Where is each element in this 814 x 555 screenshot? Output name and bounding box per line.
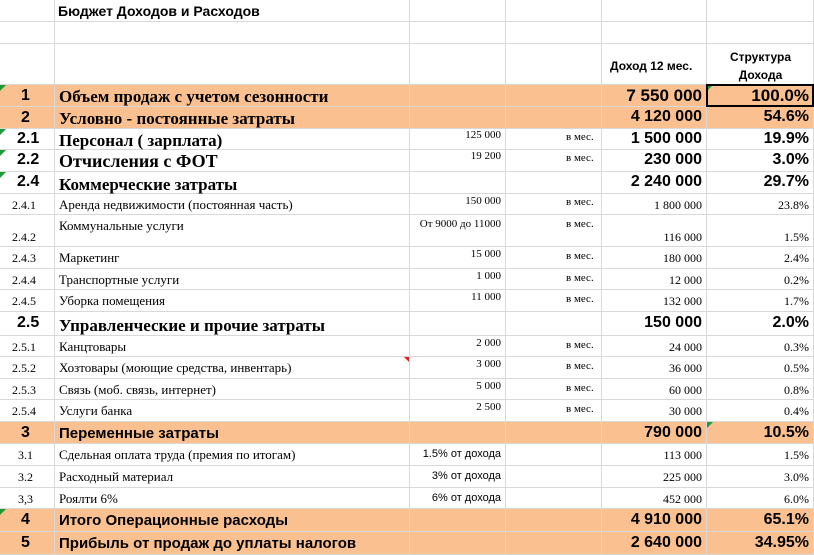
unit-cell[interactable] <box>506 194 602 215</box>
income-value: 116 000 <box>663 230 702 244</box>
monthly-cell[interactable] <box>410 357 506 379</box>
row-code: 3,3 <box>18 492 33 506</box>
sheet-row-2-5-3 <box>0 379 814 400</box>
unit-label: в мес. <box>566 382 594 394</box>
code-cell[interactable] <box>0 107 55 129</box>
monthly-value: 11 000 <box>471 291 501 303</box>
unit-label: в мес. <box>566 131 594 143</box>
label-cell[interactable] <box>55 247 410 269</box>
share-value: 3.0% <box>772 151 809 168</box>
income-cell[interactable] <box>602 129 707 150</box>
cell[interactable] <box>506 532 602 555</box>
sheet-row-3-1 <box>0 444 814 466</box>
income-cell[interactable] <box>602 85 707 107</box>
monthly-value: 19 200 <box>470 150 501 162</box>
unit-label: в мес. <box>566 250 594 262</box>
cell[interactable] <box>506 488 602 509</box>
income-cell[interactable] <box>602 422 707 444</box>
income-value: 225 000 <box>663 470 702 484</box>
cell[interactable] <box>55 0 410 22</box>
cell[interactable] <box>410 107 506 129</box>
cell[interactable] <box>410 172 506 194</box>
code-cell[interactable] <box>0 444 55 466</box>
code-cell[interactable] <box>0 466 55 488</box>
sheet-row-title <box>0 0 814 22</box>
cell[interactable] <box>707 22 814 44</box>
income-value: 790 000 <box>644 424 702 441</box>
code-cell[interactable] <box>0 509 55 532</box>
header-income-cell[interactable] <box>602 44 707 85</box>
share-value: 29.7% <box>763 173 809 190</box>
sheet-row-header <box>0 44 814 85</box>
code-cell[interactable] <box>0 357 55 379</box>
monthly-cell[interactable] <box>410 269 506 290</box>
basis-cell[interactable] <box>410 488 506 509</box>
error-marker-icon <box>0 509 6 515</box>
error-marker-icon <box>0 150 6 156</box>
row-code: 5 <box>21 534 30 551</box>
cell[interactable] <box>410 422 506 444</box>
label-cell[interactable] <box>55 85 410 107</box>
basis-value: 6% от дохода <box>431 492 501 504</box>
share-cell[interactable] <box>707 172 814 194</box>
unit-cell[interactable] <box>506 357 602 379</box>
income-cell[interactable] <box>602 379 707 400</box>
monthly-cell[interactable] <box>410 247 506 269</box>
row-label: Расходный материал <box>59 469 174 484</box>
cell[interactable] <box>0 44 55 85</box>
share-cell[interactable] <box>707 422 814 444</box>
income-value: 12 000 <box>669 273 702 287</box>
label-cell[interactable] <box>55 509 410 532</box>
label-cell[interactable] <box>55 379 410 400</box>
label-cell[interactable] <box>55 336 410 357</box>
label-cell[interactable] <box>55 466 410 488</box>
sheet-row-4 <box>0 509 814 532</box>
label-cell[interactable] <box>55 422 410 444</box>
row-label: Роялти 6% <box>59 491 118 506</box>
unit-cell[interactable] <box>506 129 602 150</box>
label-cell[interactable] <box>55 269 410 290</box>
error-marker-icon <box>0 172 6 178</box>
row-code: 2.4.3 <box>12 251 36 265</box>
cell[interactable] <box>410 44 506 85</box>
share-value: 0.8% <box>784 383 809 397</box>
row-code: 2.4.2 <box>12 230 36 244</box>
income-value: 150 000 <box>644 314 702 331</box>
cell[interactable] <box>410 85 506 107</box>
share-cell[interactable] <box>707 357 814 379</box>
share-value: 100.0% <box>751 86 809 105</box>
code-cell[interactable] <box>0 290 55 312</box>
share-value: 65.1% <box>763 511 809 528</box>
row-code: 2.5 <box>17 314 40 331</box>
income-cell[interactable] <box>602 336 707 357</box>
share-value: 23.8% <box>778 198 809 212</box>
share-value: 0.3% <box>784 340 809 354</box>
income-value: 113 000 <box>663 448 702 462</box>
row-code: 3.2 <box>18 470 33 484</box>
share-cell[interactable] <box>707 215 814 247</box>
income-cell[interactable] <box>602 444 707 466</box>
row-code: 3.1 <box>18 448 33 462</box>
cell[interactable] <box>55 22 410 44</box>
row-code: 2.4 <box>17 173 40 190</box>
sheet-row-3 <box>0 422 814 444</box>
row-label: Отчисления с ФОТ <box>59 151 218 171</box>
monthly-cell[interactable] <box>410 379 506 400</box>
row-label: Объем продаж с учетом сезонности <box>59 87 329 106</box>
share-cell[interactable] <box>707 312 814 336</box>
row-label: Коммунальные услуги <box>59 218 184 233</box>
income-cell[interactable] <box>602 194 707 215</box>
income-value: 7 550 000 <box>626 86 702 105</box>
income-cell[interactable] <box>602 172 707 194</box>
cell[interactable] <box>506 44 602 85</box>
monthly-cell[interactable] <box>410 215 506 247</box>
cell[interactable] <box>506 85 602 107</box>
basis-cell[interactable] <box>410 466 506 488</box>
share-cell[interactable] <box>707 400 814 422</box>
row-label: Управленческие и прочие затраты <box>59 316 326 335</box>
row-label: Персонал ( зарплата) <box>59 131 223 150</box>
share-value: 1.5% <box>784 448 809 462</box>
code-cell[interactable] <box>0 379 55 400</box>
share-value: 2.0% <box>772 314 809 331</box>
sheet-row-3-2 <box>0 466 814 488</box>
share-cell[interactable] <box>707 247 814 269</box>
cell[interactable] <box>410 509 506 532</box>
monthly-cell[interactable] <box>410 129 506 150</box>
basis-value: 3% от дохода <box>431 470 501 482</box>
unit-label: в мес. <box>566 272 594 284</box>
share-cell[interactable] <box>707 290 814 312</box>
share-value: 6.0% <box>784 492 809 506</box>
row-code: 2.4.4 <box>12 273 36 287</box>
row-label: Услуги банка <box>59 403 133 418</box>
row-label: Прибыль от продаж до уплаты налогов <box>59 535 357 552</box>
income-value: 4 910 000 <box>630 511 702 528</box>
sheet-row-5 <box>0 532 814 555</box>
share-value: 0.5% <box>784 361 809 375</box>
label-cell[interactable] <box>55 172 410 194</box>
monthly-cell[interactable] <box>410 150 506 172</box>
code-cell[interactable] <box>0 269 55 290</box>
row-code: 2.5.4 <box>12 404 36 418</box>
sheet-row-2-5-1 <box>0 336 814 357</box>
row-label: Итого Операционные расходы <box>59 512 289 529</box>
share-value: 0.4% <box>784 404 809 418</box>
cell[interactable] <box>506 422 602 444</box>
sheet-row-2-4-1 <box>0 194 814 215</box>
sheet-row-2-5-2 <box>0 357 814 379</box>
share-value: 1.7% <box>784 294 809 308</box>
comment-marker-icon <box>404 357 409 362</box>
label-cell[interactable] <box>55 400 410 422</box>
header-income: Доход 12 мес. <box>610 59 693 73</box>
income-value: 132 000 <box>663 294 702 308</box>
sheet-row-3-3 <box>0 488 814 509</box>
monthly-cell[interactable] <box>410 290 506 312</box>
share-cell[interactable] <box>707 532 814 555</box>
income-cell[interactable] <box>602 312 707 336</box>
code-cell[interactable] <box>0 194 55 215</box>
row-code: 2.5.3 <box>12 383 36 397</box>
cell[interactable] <box>707 0 814 22</box>
share-value: 1.5% <box>784 230 809 244</box>
income-cell[interactable] <box>602 107 707 129</box>
label-cell[interactable] <box>55 215 410 247</box>
row-label: Сдельная оплата труда (премия по итогам) <box>59 447 296 462</box>
monthly-value: 125 000 <box>465 129 501 141</box>
code-cell[interactable] <box>0 422 55 444</box>
income-value: 24 000 <box>669 340 702 354</box>
monthly-cell[interactable] <box>410 194 506 215</box>
label-cell[interactable] <box>55 488 410 509</box>
share-cell[interactable] <box>707 194 814 215</box>
sheet-row-2-1 <box>0 129 814 150</box>
row-code: 2 <box>21 109 30 126</box>
unit-label: в мес. <box>566 152 594 164</box>
income-cell[interactable] <box>602 509 707 532</box>
sheet-row-2-2 <box>0 150 814 172</box>
share-cell[interactable] <box>707 150 814 172</box>
sheet-row-1 <box>0 85 814 107</box>
income-cell[interactable] <box>602 269 707 290</box>
label-cell[interactable] <box>55 107 410 129</box>
row-label: Уборка помещения <box>59 293 166 308</box>
row-code: 2.4.1 <box>12 198 36 212</box>
income-value: 180 000 <box>663 251 702 265</box>
share-value: 19.9% <box>763 130 809 147</box>
cell[interactable] <box>0 0 55 22</box>
unit-cell[interactable] <box>506 247 602 269</box>
share-cell[interactable] <box>707 129 814 150</box>
share-cell[interactable] <box>707 107 814 129</box>
code-cell[interactable] <box>0 532 55 555</box>
share-value: 2.4% <box>784 251 809 265</box>
label-cell[interactable] <box>55 129 410 150</box>
unit-cell[interactable] <box>506 336 602 357</box>
sheet-row-2-5 <box>0 312 814 336</box>
row-label: Транспортные услуги <box>59 272 180 287</box>
sheet-row-2-4-3 <box>0 247 814 269</box>
income-cell[interactable] <box>602 488 707 509</box>
row-label: Связь (моб. связь, интернет) <box>59 382 216 397</box>
sheet-row-2-5-4 <box>0 400 814 422</box>
monthly-value: 2 000 <box>476 337 501 349</box>
row-label: Канцтовары <box>59 339 127 354</box>
monthly-value: 5 000 <box>476 380 501 392</box>
income-value: 36 000 <box>669 361 702 375</box>
share-cell[interactable] <box>707 336 814 357</box>
share-cell[interactable] <box>707 466 814 488</box>
unit-cell[interactable] <box>506 290 602 312</box>
share-value: 54.6% <box>763 108 809 125</box>
income-value: 2 240 000 <box>630 173 702 190</box>
row-code: 1 <box>21 87 30 104</box>
row-label: Коммерческие затраты <box>59 175 238 194</box>
code-cell[interactable] <box>0 215 55 247</box>
code-cell[interactable] <box>0 336 55 357</box>
sheet-row-empty <box>0 22 814 44</box>
sheet-title: Бюджет Доходов и Расходов <box>58 3 260 19</box>
basis-cell[interactable] <box>410 444 506 466</box>
monthly-value: 15 000 <box>470 248 501 260</box>
code-cell[interactable] <box>0 400 55 422</box>
unit-cell[interactable] <box>506 379 602 400</box>
code-cell[interactable] <box>0 488 55 509</box>
cell[interactable] <box>410 312 506 336</box>
sheet-row-2 <box>0 107 814 129</box>
cell[interactable] <box>0 22 55 44</box>
unit-cell[interactable] <box>506 150 602 172</box>
row-code: 2.5.2 <box>12 361 36 375</box>
unit-label: в мес. <box>566 403 594 415</box>
label-cell[interactable] <box>55 532 410 555</box>
share-value: 0.2% <box>784 273 809 287</box>
monthly-value: 1 000 <box>476 270 501 282</box>
row-label: Хозтовары (моющие средства, инвентарь) <box>59 360 292 375</box>
income-cell[interactable] <box>602 357 707 379</box>
monthly-cell[interactable] <box>410 336 506 357</box>
unit-label: в мес. <box>566 339 594 351</box>
error-marker-icon <box>0 129 6 135</box>
monthly-value: 2 500 <box>476 401 501 413</box>
unit-cell[interactable] <box>506 400 602 422</box>
share-value: 34.95% <box>754 534 809 551</box>
header-structure: Структура Дохода <box>729 50 792 82</box>
label-cell[interactable] <box>55 357 410 379</box>
unit-label: в мес. <box>566 293 594 305</box>
income-value: 4 120 000 <box>630 108 702 125</box>
income-cell[interactable] <box>602 400 707 422</box>
income-cell[interactable] <box>602 247 707 269</box>
share-value: 3.0% <box>784 470 809 484</box>
sheet-row-2-4-5 <box>0 290 814 312</box>
label-cell[interactable] <box>55 194 410 215</box>
cell[interactable] <box>506 172 602 194</box>
cell[interactable] <box>410 0 506 22</box>
selected-cell-outline <box>708 86 812 105</box>
row-code: 2.1 <box>17 130 40 147</box>
code-cell[interactable] <box>0 129 55 150</box>
row-code: 2.4.5 <box>12 294 36 308</box>
basis-value: 1.5% от дохода <box>422 448 501 460</box>
cell[interactable] <box>602 0 707 22</box>
cell[interactable] <box>602 22 707 44</box>
error-marker-icon <box>0 85 6 91</box>
share-cell[interactable] <box>707 379 814 400</box>
cell[interactable] <box>410 22 506 44</box>
label-cell[interactable] <box>55 290 410 312</box>
unit-label: в мес. <box>566 196 594 208</box>
income-value: 30 000 <box>669 404 702 418</box>
cell[interactable] <box>506 509 602 532</box>
label-cell[interactable] <box>55 150 410 172</box>
income-value: 1 800 000 <box>654 198 702 212</box>
error-marker-icon <box>707 422 713 428</box>
header-structure-cell[interactable] <box>707 44 814 85</box>
income-cell[interactable] <box>602 290 707 312</box>
income-value: 60 000 <box>669 383 702 397</box>
unit-label: в мес. <box>566 218 594 230</box>
sheet-row-2-4-4 <box>0 269 814 290</box>
row-label: Аренда недвижимости (постоянная часть) <box>59 197 293 212</box>
income-value: 452 000 <box>663 492 702 506</box>
cell[interactable] <box>506 22 602 44</box>
share-cell[interactable] <box>707 269 814 290</box>
cell[interactable] <box>506 466 602 488</box>
code-cell[interactable] <box>0 172 55 194</box>
code-cell[interactable] <box>0 150 55 172</box>
cell[interactable] <box>506 312 602 336</box>
income-cell[interactable] <box>602 215 707 247</box>
row-code: 2.5.1 <box>12 340 36 354</box>
monthly-value: От 9000 до 11000 <box>419 218 501 230</box>
label-cell[interactable] <box>55 312 410 336</box>
code-cell[interactable] <box>0 85 55 107</box>
cell[interactable] <box>410 532 506 555</box>
cell[interactable] <box>506 0 602 22</box>
monthly-cell[interactable] <box>410 400 506 422</box>
share-value: 10.5% <box>763 424 809 441</box>
cell[interactable] <box>506 444 602 466</box>
row-code: 2.2 <box>17 151 40 168</box>
row-label: Маркетинг <box>59 250 120 265</box>
income-cell[interactable] <box>602 532 707 555</box>
income-value: 1 500 000 <box>630 130 702 147</box>
sheet-row-2-4 <box>0 172 814 194</box>
income-cell[interactable] <box>602 466 707 488</box>
share-cell[interactable] <box>707 444 814 466</box>
monthly-value: 3 000 <box>476 358 501 370</box>
code-cell[interactable] <box>0 312 55 336</box>
unit-cell[interactable] <box>506 269 602 290</box>
row-label: Переменные затраты <box>59 425 219 442</box>
row-label: Условно - постоянные затраты <box>59 109 296 128</box>
sheet-row-2-4-2 <box>0 215 814 247</box>
cell[interactable] <box>506 107 602 129</box>
row-code: 3 <box>21 424 30 441</box>
code-cell[interactable] <box>0 247 55 269</box>
share-cell[interactable] <box>707 509 814 532</box>
unit-label: в мес. <box>566 360 594 372</box>
cell[interactable] <box>55 44 410 85</box>
income-cell[interactable] <box>602 150 707 172</box>
income-value: 230 000 <box>644 151 702 168</box>
monthly-value: 150 000 <box>465 195 501 207</box>
label-cell[interactable] <box>55 444 410 466</box>
share-cell[interactable] <box>707 488 814 509</box>
income-value: 2 640 000 <box>630 534 702 551</box>
row-code: 4 <box>21 511 30 528</box>
unit-cell[interactable] <box>506 215 602 247</box>
